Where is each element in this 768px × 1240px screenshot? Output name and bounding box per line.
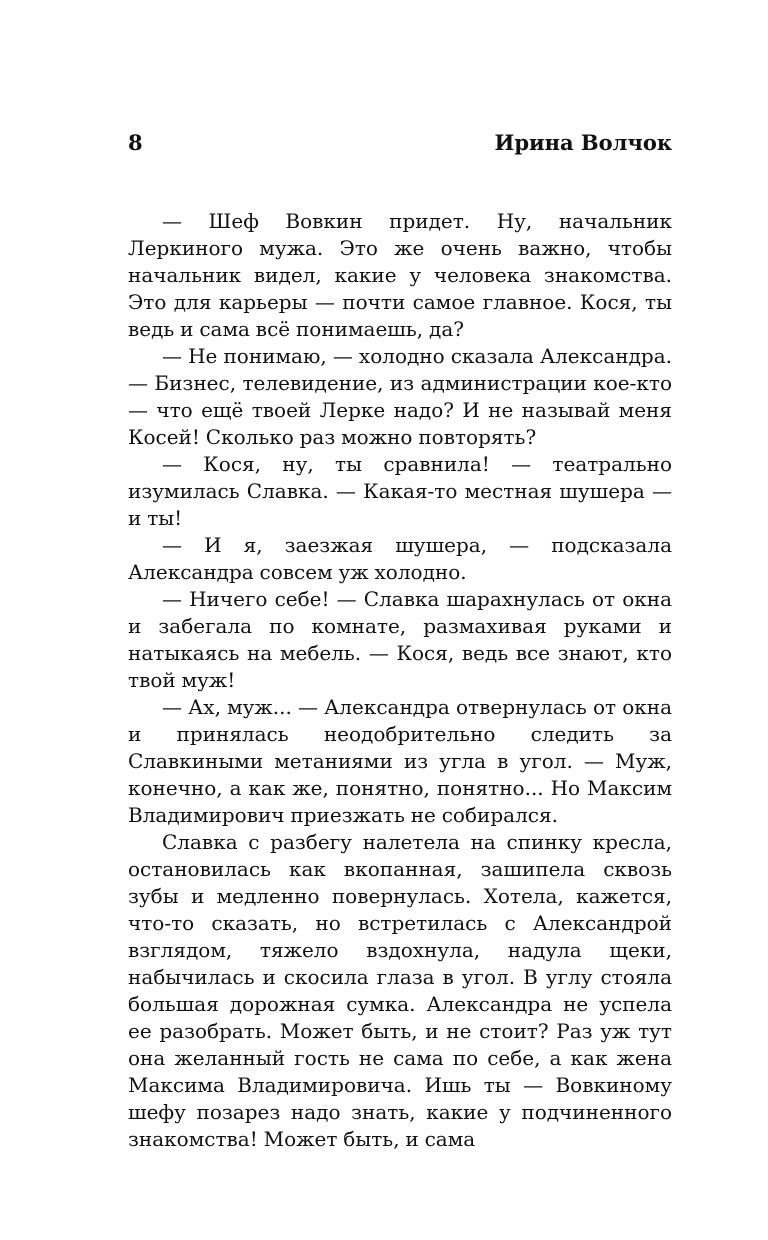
page-header [128, 127, 672, 159]
paragraph: Славка с разбегу налетела на спинку кресла, остановилась как вкопанная, зашипела сквозь зубы и медленно повернулась. Хотела, кажется, что-то сказать, но встретилась с Александрой взглядом, тяжело вздохнула, надула щеки, набычилась и скосила глаза в угол. В углу стояла большая дорожная сумка. Александра не успела ее разобрать. Может быть, и не стоит? Раз уж тут она желанный гость не сама по себе, а как жена Максима Владимировича. Ишь ты — Вовкиному шефу позарез надо знать, какие у подчиненного знакомства! Может быть, и сама [128, 830, 672, 1151]
page-number: 8 [128, 130, 143, 155]
paragraph: — И я, заезжая шушера, — подсказала Александра совсем уж холодно. [128, 533, 672, 584]
paragraph: — Кося, ну, ты сравнила! — театрально изумилась Славка. — Какая-то местная шушера — и ты! [128, 452, 672, 530]
running-title-author: Ирина Волчок [494, 130, 672, 155]
text-body [128, 208, 672, 1153]
paragraph: — Ничего себе! — Славка шарахнулась от окна и забегала по комнате, размахивая руками и натыкаясь на мебель. — Кося, ведь все знают, кто твой муж! [128, 587, 672, 692]
paragraph: — Ах, муж... — Александра отвернулась от окна и принялась неодобрительно следить за Славкиными метаниями из угла в угол. — Муж, конечно, а как же, понятно, понятно... Но Максим Владимирович приезжать не собирался. [128, 695, 672, 827]
paragraph: — Шеф Вовкин придет. Ну, начальник Леркиного мужа. Это же очень важно, чтобы начальник видел, какие у человека знакомства. Это для карьеры — почти самое главное. Кося, ты ведь и сама всё понимаешь, да? [128, 209, 672, 341]
paragraph: — Не понимаю, — холодно сказала Александра. — Бизнес, телевидение, из администрации кое-кто — что ещё твоей Лерке надо? И не называй меня Косей! Сколько раз можно повторять? [128, 344, 672, 449]
